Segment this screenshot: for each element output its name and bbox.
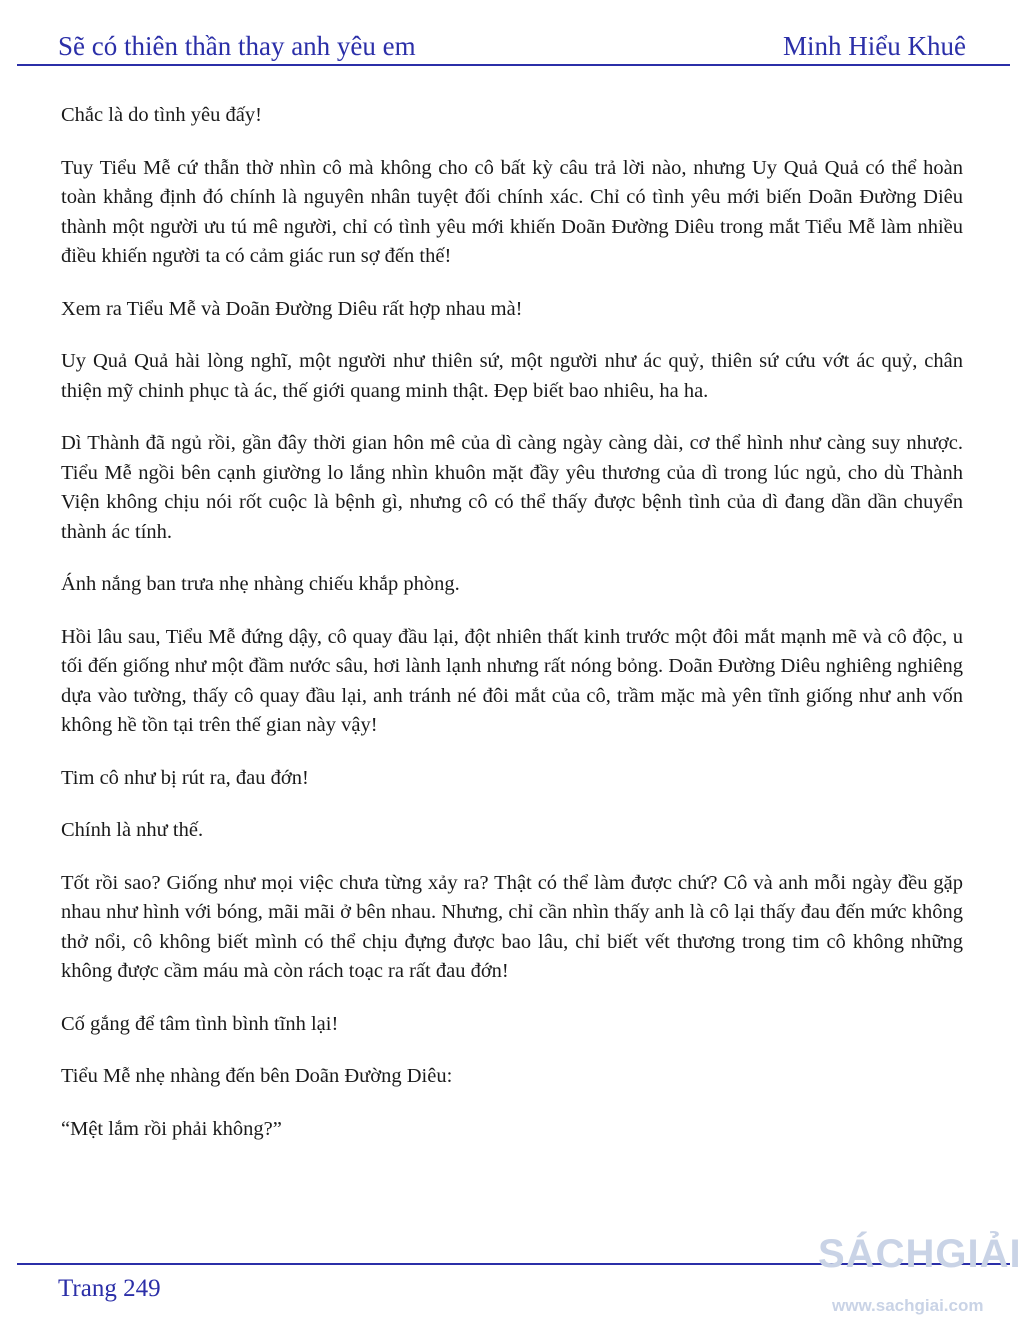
paragraph: Tuy Tiểu Mễ cứ thẫn thờ nhìn cô mà không cho cô bất kỳ câu trả lời nào, nhưng Uy Quả Quả có thể hoàn toàn khẳng định đó chính là nguyên nhân tuyệt đối chính xác. Chỉ có tình yêu mới biến Doãn Đường Diêu thành một người ưu tú mê người, chỉ có tình yêu mới khiến Doãn Đường Diêu trong mắt Tiểu Mễ làm nhiều điều khiến người ta có cảm giác run sợ đến thế! — [61, 156, 963, 267]
paragraph: Tiểu Mễ nhẹ nhàng đến bên Doãn Đường Diêu: — [61, 1065, 453, 1087]
watermark — [818, 1232, 1024, 1322]
paragraph: Xem ra Tiểu Mễ và Doãn Đường Diêu rất hợp nhau mà! — [61, 297, 523, 320]
header-rule — [17, 64, 1010, 66]
paragraph: Chính là như thế. — [61, 819, 204, 841]
paragraph: Chắc là do tình yêu đấy! — [61, 104, 262, 126]
paragraph: Tốt rồi sao? Giống như mọi việc chưa từng xảy ra? Thật có thể làm được chứ? Cô và anh mỗi ngày đều gặp nhau như hình với bóng, mãi mãi ở bên nhau. Nhưng, chỉ cần nhìn thấy anh là cô lại thấy đau đến mức không thở nổi, cô không biết mình có thể chịu đựng được bao lâu, chỉ biết vết thương trong tim cô không những không được cầm máu mà còn rách toạc ra rất đau đớn! — [61, 871, 963, 982]
paragraph: Uy Quả Quả hài lòng nghĩ, một người như thiên sứ, một người như ác quỷ, thiên sứ cứu vớt ác quỷ, chân thiện mỹ chinh phục tà ác, thế giới quang minh thật. Đẹp biết bao nhiêu, ha ha. — [61, 350, 963, 402]
book-title: Sẽ có thiên thần thay anh yêu em — [58, 31, 416, 61]
paragraph: Ánh nắng ban trưa nhẹ nhàng chiếu khắp phòng. — [61, 573, 460, 595]
paragraph: Dì Thành đã ngủ rồi, gần đây thời gian hôn mê của dì càng ngày càng dài, cơ thể hình như càng suy nhược. Tiểu Mễ ngồi bên cạnh giường lo lắng nhìn khuôn mặt đầy yêu thương của dì trong lúc ngủ, cho dù Thành Viện không chịu nói rốt cuộc là bệnh gì, nhưng cô có thể thấy được bệnh tình của dì đang dần dần chuyển thành ác tính. — [61, 432, 963, 543]
watermark-url: www.sachgiai.com — [832, 1296, 984, 1315]
watermark-logo: SÁCHGIẢI — [818, 1232, 1022, 1276]
paragraph: Tim cô như bị rút ra, đau đớn! — [61, 766, 309, 789]
paragraph: Hồi lâu sau, Tiểu Mễ đứng dậy, cô quay đầu lại, đột nhiên thất kinh trước một đôi mắt mạnh mẽ và cô độc, u tối đến giống như một đầm nước sâu, hơi lành lạnh nhưng rất nóng bỏng. Doãn Đường Diêu nghiêng nghiêng dựa vào tường, thấy cô quay đầu lại, anh tránh né đôi mắt của cô, trầm mặc mà yên tĩnh giống như anh vốn không hề tồn tại trên thế gian này vậy! — [61, 625, 963, 736]
paragraph: Cố gắng để tâm tình bình tĩnh lại! — [61, 1012, 339, 1035]
page-header — [58, 22, 966, 62]
page-number: Trang 249 — [58, 1275, 161, 1302]
paragraph: “Mệt lắm rồi phải không?” — [61, 1117, 282, 1140]
page-body — [61, 101, 963, 1167]
author-name: Minh Hiểu Khuê — [783, 31, 966, 61]
